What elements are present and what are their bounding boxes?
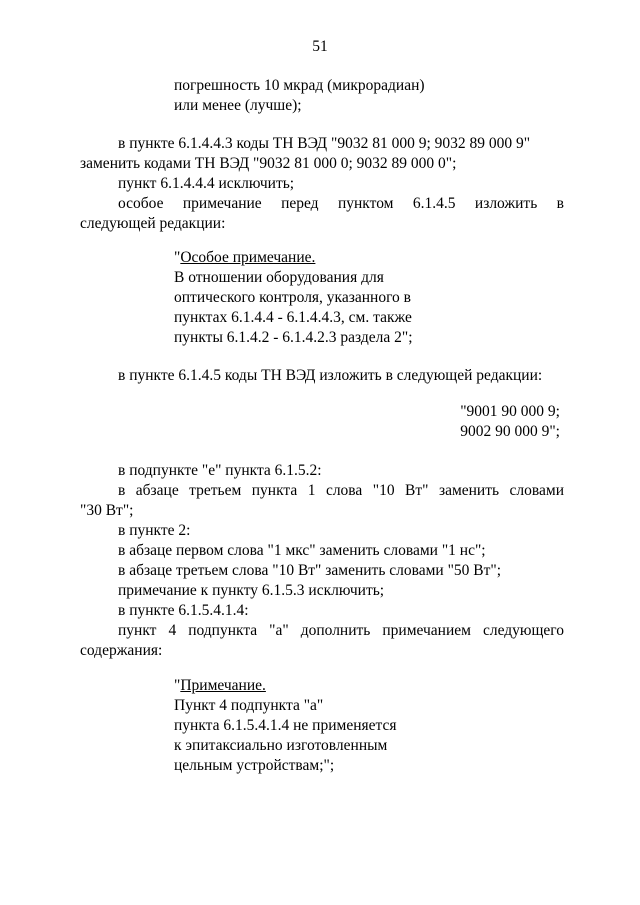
- text-line: в пункте 2:: [118, 522, 191, 539]
- text-line: пункт 6.1.4.4.4 исключить;: [118, 175, 295, 192]
- amendment-paragraph: [80, 134, 564, 234]
- text-line: в абзаце третьем слова "10 Вт" заменить словами "50 Вт";: [118, 562, 502, 579]
- text-line: пунктах 6.1.4.4 - 6.1.4.4.3, см. также: [174, 309, 412, 326]
- text-line: в пункте 6.1.4.5 коды ТН ВЭД изложить в следующей редакции:: [118, 367, 543, 384]
- amendment-paragraph: [80, 461, 564, 661]
- text-line: пункты 6.1.4.2 - 6.1.4.2.3 раздела 2";: [174, 329, 413, 346]
- text-line: следующей редакции:: [80, 215, 226, 232]
- text-line: цельным устройствам;";: [174, 757, 335, 774]
- open-quote: ": [174, 249, 181, 266]
- text-line: оптического контроля, указанного в: [174, 289, 411, 306]
- text-line: В отношении оборудования для: [174, 269, 384, 286]
- text-line: примечание к пункту 6.1.5.3 исключить;: [118, 582, 385, 599]
- text-line: к эпитаксиально изготовленным: [174, 737, 388, 754]
- text-line: особое примечание перед пунктом 6.1.4.5 изложить в: [118, 195, 564, 212]
- note-title: Примечание.: [180, 677, 266, 694]
- text-line: заменить кодами ТН ВЭД "9032 81 000 0; 9032 89 000 0";: [80, 155, 457, 172]
- text-line: в пункте 6.1.4.4.3 коды ТН ВЭД "9032 81 000 9; 9032 89 000 9": [118, 135, 531, 152]
- codes-block: [400, 402, 560, 442]
- text-line: в подпункте "е" пункта 6.1.5.2:: [118, 462, 322, 479]
- text-line: содержания:: [80, 642, 163, 659]
- text-line: "9001 90 000 9;: [460, 403, 560, 420]
- text-line: в абзаце первом слова "1 мкс" заменить словами "1 нс";: [118, 542, 486, 559]
- text-line: в абзаце третьем пункта 1 слова "10 Вт" заменить словами: [118, 482, 564, 499]
- text-line: или менее (лучше);: [174, 97, 302, 114]
- amendment-paragraph: [80, 366, 564, 386]
- text-line: Пункт 4 подпункта "а": [174, 697, 324, 714]
- continuation-text: [174, 76, 425, 116]
- note-title: Особое примечание.: [180, 249, 316, 266]
- text-line: пункта 6.1.5.4.1.4 не применяется: [174, 717, 397, 734]
- note-quote: [174, 676, 397, 776]
- text-line: в пункте 6.1.5.4.1.4:: [118, 602, 249, 619]
- text-line: 9002 90 000 9";: [460, 423, 560, 440]
- page-number: 51: [312, 38, 328, 55]
- special-note-quote: [174, 248, 413, 348]
- note-title-line: [174, 676, 397, 696]
- text-line: погрешность 10 мкрад (микрорадиан): [174, 77, 425, 94]
- text-line: пункт 4 подпункта "а" дополнить примечанием следующего: [118, 622, 564, 639]
- note-title-line: [174, 248, 413, 268]
- text-line: "30 Вт";: [80, 502, 134, 519]
- open-quote: ": [174, 677, 181, 694]
